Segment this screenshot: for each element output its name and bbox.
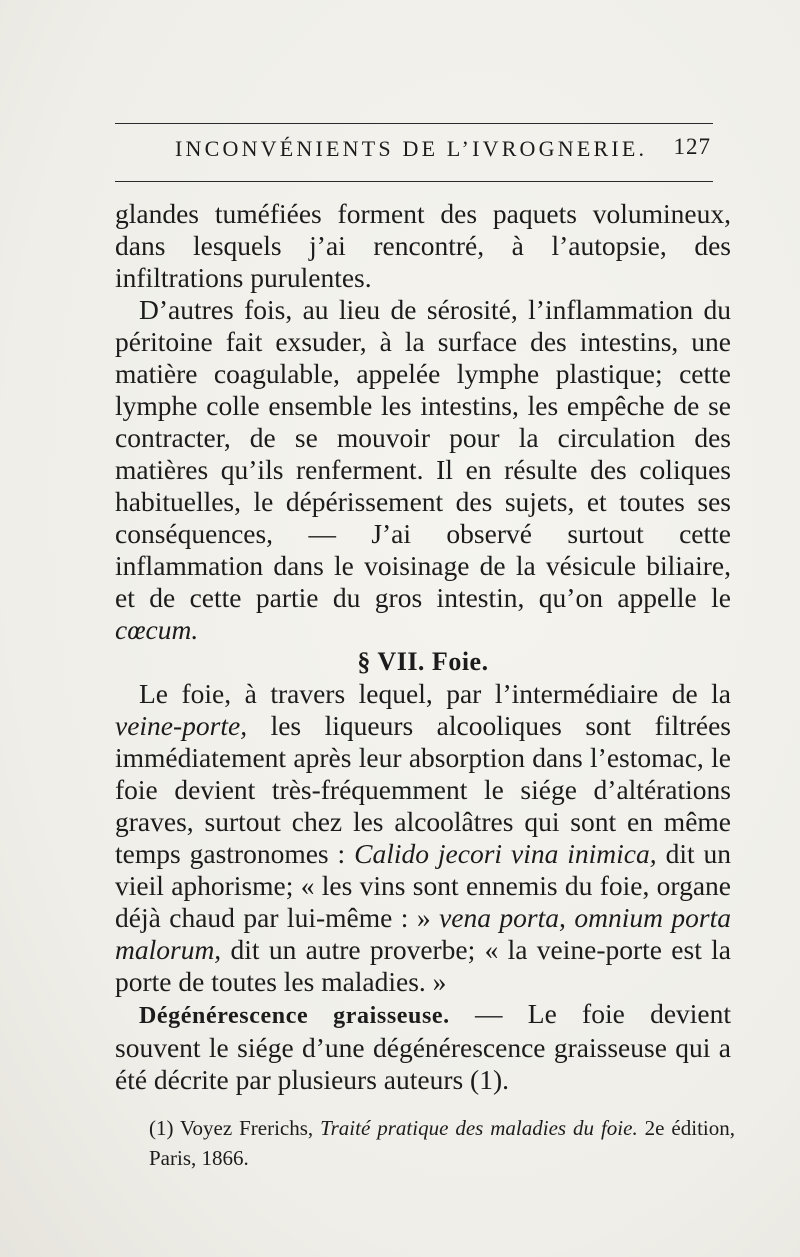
paragraph-3 xyxy=(115,678,731,998)
section-heading: § VII. Foie. xyxy=(357,647,489,676)
footnote-title: Traité pratique des maladies du foie. xyxy=(320,1116,638,1140)
subheading: Dégénérescence graisseuse. xyxy=(139,1003,450,1029)
footnote xyxy=(115,1113,735,1173)
paragraph-2 xyxy=(115,294,731,646)
running-title: INCONVÉNIENTS DE L’IVROGNERIE. xyxy=(175,136,648,161)
paragraph-3-italic-d: Calido jecori vina inimica, xyxy=(354,838,657,869)
paragraph-3-part-a: Le foie, à travers lequel, par l’intermédiaire de la xyxy=(139,678,731,709)
header-rule-top xyxy=(115,123,713,124)
footnote-rest: 2e édition, Paris, 1866. xyxy=(149,1116,736,1170)
footnote-text xyxy=(115,1113,735,1173)
header-rule-bottom xyxy=(115,181,713,182)
paragraph-1: glandes tuméfiées forment des paquets volumineux, dans lesquels j’ai rencontré, à l’autopsie, des infiltrations purulentes. xyxy=(115,198,731,293)
paragraph-3-italic-b: veine-porte, xyxy=(115,710,248,741)
paragraph-3-part-e: dit un vieil aphorisme; « les vins sont ennemis du foie, organe déjà chaud par lui-même : » xyxy=(115,838,732,933)
paragraph-3-italic-f: vena porta, omnium porta malorum, xyxy=(115,902,731,965)
paragraph-4 xyxy=(115,998,731,1096)
paragraph-3-part-g: dit un autre proverbe; « la veine-porte est la porte de toutes les maladies. » xyxy=(115,934,732,997)
page-number: 127 xyxy=(673,134,711,159)
paragraph-2-text: D’autres fois, au lieu de sérosité, l’inflammation du péritoine fait exsuder, à la surface des intestins, une matière coagulable, appelée lymphe plastique; cette lymphe colle ensemble les intestins, les empêche de se contracter, de se mouvoir pour la circulation des matières qu’ils renferment. Il en résulte des coliques habituelles, le dépérissement des sujets, et toutes ses conséquences, — J’ai observé surtout cette inflammation dans le voisinage de la vésicule biliaire, et de cette partie du gros intestin, qu’on appelle le xyxy=(115,294,731,613)
footnote-marker: (1) Voyez Frerichs, xyxy=(149,1116,314,1140)
paragraph-2-italic: cœcum. xyxy=(115,614,199,645)
body-text xyxy=(115,198,731,1096)
page-header xyxy=(115,132,713,172)
paragraph-4-text: — Le foie devient souvent le siége d’une dégénérescence graisseuse qui a été décrite par plusieurs auteurs (1). xyxy=(115,998,732,1095)
paragraph-3-part-c: les liqueurs alcooliques sont filtrées immédiatement après leur absorption dans l’estomac, le foie devient très-fréquemment le siége d’altérations graves, surtout chez les alcoolâtres qui sont en même temps gastronomes : xyxy=(115,710,732,869)
